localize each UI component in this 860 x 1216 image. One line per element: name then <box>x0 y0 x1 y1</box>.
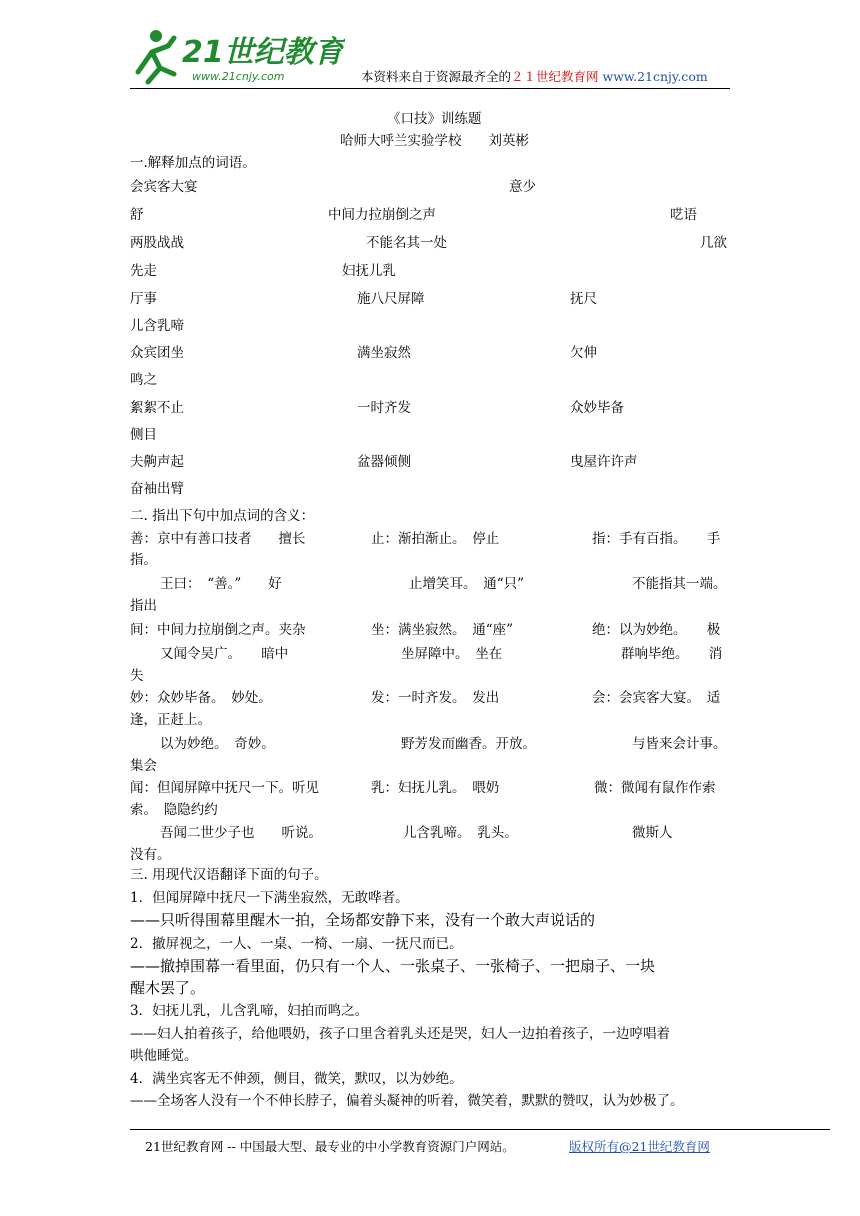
vocab-item: 施八尺屏障 <box>357 291 425 307</box>
translate-question: 3．妇抚儿乳，儿含乳啼，妇拍而鸣之。 <box>130 1003 369 1019</box>
vocab-item: 欠伸 <box>570 345 597 361</box>
vocab-item: 先走 <box>130 263 157 279</box>
vocab-item: 几欲 <box>700 235 727 251</box>
footer-copyright-link[interactable]: 版权所有@21世纪教育网 <box>569 1139 710 1154</box>
meaning-item: 又闻令吴广。 暗中 <box>160 646 289 662</box>
vocab-item: 不能名其一处 <box>366 235 447 251</box>
section3-heading: 三. 用现代汉语翻译下面的句子。 <box>130 867 328 883</box>
logo-text: 21世纪教育 <box>182 35 344 70</box>
vocab-item: 意少 <box>509 179 536 195</box>
footer-rule <box>130 1129 830 1130</box>
translate-answer: ——只听得围幕里醒木一拍，全场都安静下来，没有一个敢大声说话的 <box>130 911 596 929</box>
meaning-item: 闻：但闻屏障中抚尺一下。听见 <box>130 780 319 796</box>
meaning-item: 发：一时齐发。 发出 <box>371 690 500 706</box>
translate-answer: ——全场客人没有一个不伸长脖子，偏着头凝神的听着，微笑着，默默的赞叹，认为妙极了。 <box>130 1093 684 1109</box>
meaning-item: 逢，正赶上。 <box>130 712 211 728</box>
vocab-item: 呓语 <box>670 207 697 223</box>
meaning-item: 坐屏障中。 坐在 <box>401 646 503 662</box>
meaning-item: 野芳发而幽香。开放。 <box>401 736 536 752</box>
meaning-item: 会：会宾客大宴。 适 <box>592 690 721 706</box>
meaning-item: 指出 <box>130 598 157 614</box>
meaning-item: 集会 <box>130 758 157 774</box>
translate-question: 1．但闻屏障中抚尺一下满坐寂然，无敢哗者。 <box>130 890 409 906</box>
vocab-item: 厅事 <box>130 291 157 307</box>
section2-heading: 二. 指出下句中加点词的含义： <box>130 508 315 524</box>
translate-answer: 哄他睡觉。 <box>130 1048 198 1064</box>
vocab-item: 侧目 <box>130 427 157 443</box>
meaning-item: 儿含乳啼。 乳头。 <box>403 825 518 841</box>
meaning-item: 止增笑耳。 通“只” <box>409 576 525 592</box>
meaning-item: 乳：妇抚儿乳。 喂奶 <box>371 780 500 796</box>
meaning-item: 王曰： “善。” 好 <box>160 576 282 592</box>
footer-left: 21世纪教育网 -- 中国最大型、最专业的中小学教育资源门户网站。 <box>145 1139 515 1154</box>
vocab-item: 舒 <box>130 207 144 223</box>
vocab-item: 儿含乳啼 <box>130 318 184 334</box>
vocab-item: 众妙毕备 <box>570 400 624 416</box>
header-site-name: ２１世纪教育网 <box>511 69 599 84</box>
meaning-item: 索。 隐隐约约 <box>130 802 218 818</box>
meaning-item: 不能指其一端。 <box>632 576 727 592</box>
vocab-item: 絮絮不止 <box>130 400 184 416</box>
logo-url: www.21cnjy.com <box>192 70 285 83</box>
vocab-item: 鸣之 <box>130 372 157 388</box>
meaning-item: 坐：满坐寂然。 通“座” <box>371 622 514 638</box>
meaning-item: 与皆来会计事。 <box>632 736 727 752</box>
running-figure-icon <box>138 30 174 82</box>
vocab-item: 曳屋许许声 <box>570 454 638 470</box>
vocab-item: 中间力拉崩倒之声 <box>328 207 436 223</box>
translate-question: 4．满坐宾客无不伸颈，侧目，微笑，默叹，以为妙绝。 <box>130 1071 463 1087</box>
meaning-item: 妙：众妙毕备。 妙处。 <box>130 690 272 706</box>
meaning-item: 指。 <box>130 552 157 568</box>
vocab-item: 两股战战 <box>130 235 184 251</box>
meaning-item: 以为妙绝。 奇妙。 <box>160 736 275 752</box>
meaning-item: 指：手有百指。 手 <box>592 531 721 547</box>
header-rule <box>130 88 730 89</box>
vocab-item: 奋袖出臂 <box>130 481 184 497</box>
doc-title: 《口技》训练题 <box>387 111 482 127</box>
meaning-item: 止：渐拍渐止。 停止 <box>371 531 500 547</box>
vocab-item: 抚尺 <box>570 291 597 307</box>
meaning-item: 群响毕绝。 消 <box>621 646 723 662</box>
meaning-item: 微斯人 <box>632 825 673 841</box>
translate-answer: 醒木罢了。 <box>130 979 206 997</box>
vocab-item: 盆器倾侧 <box>357 454 411 470</box>
vocab-item: 会宾客大宴 <box>130 179 198 195</box>
vocab-item: 夫齁声起 <box>130 454 184 470</box>
doc-author: 哈师大呼兰实验学校 刘英彬 <box>340 133 529 149</box>
meaning-item: 善：京中有善口技者 擅长 <box>130 531 306 547</box>
translate-answer: ——妇人拍着孩子，给他喂奶，孩子口里含着乳头还是哭，妇人一边拍着孩子，一边哼唱着 <box>130 1026 670 1042</box>
vocab-item: 众宾团坐 <box>130 345 184 361</box>
translate-answer: ——撤掉围幕一看里面，仍只有一个人、一张桌子、一张椅子、一把扇子、一块 <box>130 957 656 975</box>
meaning-item: 失 <box>130 668 144 684</box>
meaning-item: 绝：以为妙绝。 极 <box>592 622 721 638</box>
vocab-item: 妇抚儿乳 <box>342 263 396 279</box>
site-logo <box>130 28 345 86</box>
vocab-item: 一时齐发 <box>357 400 411 416</box>
header-tagline: 本资料来自于资源最齐全的２１世纪教育网 www.21cnjy.com <box>361 69 708 84</box>
translate-question: 2．撤屏视之，一人、一桌、一椅、一扇、一抚尺而已。 <box>130 936 463 952</box>
meaning-item: 微：微闻有鼠作作索 <box>594 780 716 796</box>
section1-heading: 一.解释加点的词语。 <box>130 155 256 171</box>
meaning-item: 吾闻二世少子也 听说。 <box>160 825 322 841</box>
meaning-item: 没有。 <box>130 847 171 863</box>
header-site-url: www.21cnjy.com <box>602 69 708 84</box>
meaning-item: 间：中间力拉崩倒之声。夹杂 <box>130 622 306 638</box>
vocab-item: 满坐寂然 <box>357 345 411 361</box>
